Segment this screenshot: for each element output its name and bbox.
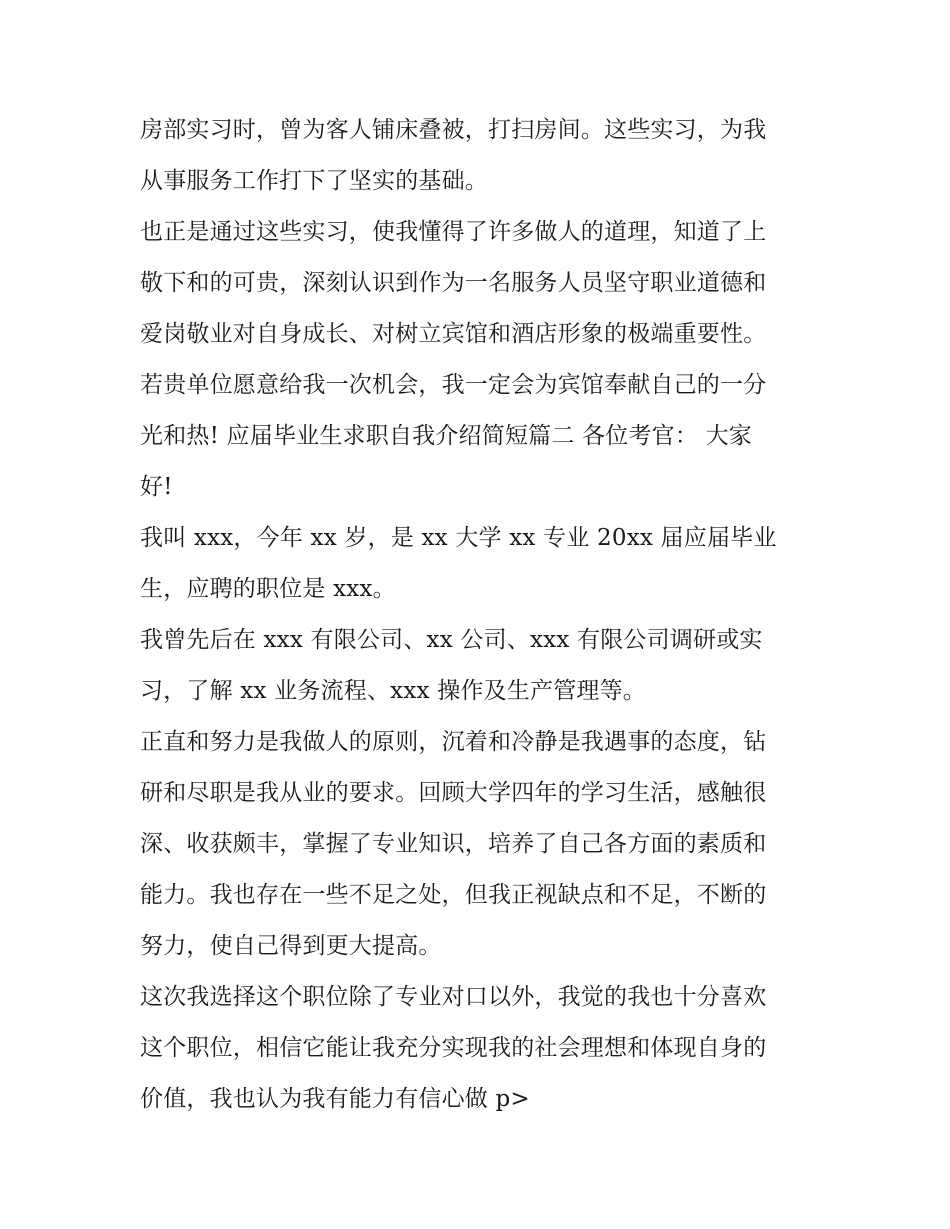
text-line: 也正是通过这些实习，使我懂得了许多做人的道理，知道了上 [140, 219, 767, 245]
text-line: 我曾先后在 xxx 有限公司、xx 公司、xxx 有限公司调研或实 [140, 627, 763, 653]
text-line: 爱岗敬业对自身成长、对树立宾馆和酒店形象的极端重要性。 [140, 321, 767, 347]
text-line: 若贵单位愿意给我一次机会，我一定会为宾馆奉献自己的一分 [140, 372, 767, 398]
text-line: 我叫 xxx，今年 xx 岁，是 xx 大学 xx 专业 20xx 届应届毕业 [140, 525, 777, 551]
text-line: 从事服务工作打下了坚实的基础。 [140, 168, 488, 194]
text-line: 努力，使自己得到更大提高。 [140, 933, 442, 959]
text-line: 生，应聘的职位是 xxx。 [140, 576, 396, 602]
text-line: 好! [140, 474, 173, 500]
text-line: 敬下和的可贵，深刻认识到作为一名服务人员坚守职业道德和 [140, 270, 767, 296]
text-line: 正直和努力是我做人的原则，沉着和冷静是我遇事的态度，钻 [140, 729, 767, 755]
document-body [140, 105, 820, 1125]
text-line: 研和尽职是我从业的要求。回顾大学四年的学习生活，感触很 [140, 780, 767, 806]
text-line: 光和热! 应届毕业生求职自我介绍简短篇二 各位考官： 大家 [140, 423, 752, 449]
text-line: 这次我选择这个职位除了专业对口以外，我觉的我也十分喜欢 [140, 984, 767, 1010]
text-line: 价值，我也认为我有能力有信心做 p> [140, 1086, 530, 1112]
text-line: 习，了解 xx 业务流程、xxx 操作及生产管理等。 [140, 678, 646, 704]
text-line: 能力。我也存在一些不足之处，但我正视缺点和不足，不断的 [140, 882, 767, 908]
text-line: 深、收获颇丰，掌握了专业知识，培养了自己各方面的素质和 [140, 831, 767, 857]
text-line: 这个职位，相信它能让我充分实现我的社会理想和体现自身的 [140, 1035, 767, 1061]
text-line: 房部实习时，曾为客人铺床叠被，打扫房间。这些实习，为我 [140, 117, 767, 143]
